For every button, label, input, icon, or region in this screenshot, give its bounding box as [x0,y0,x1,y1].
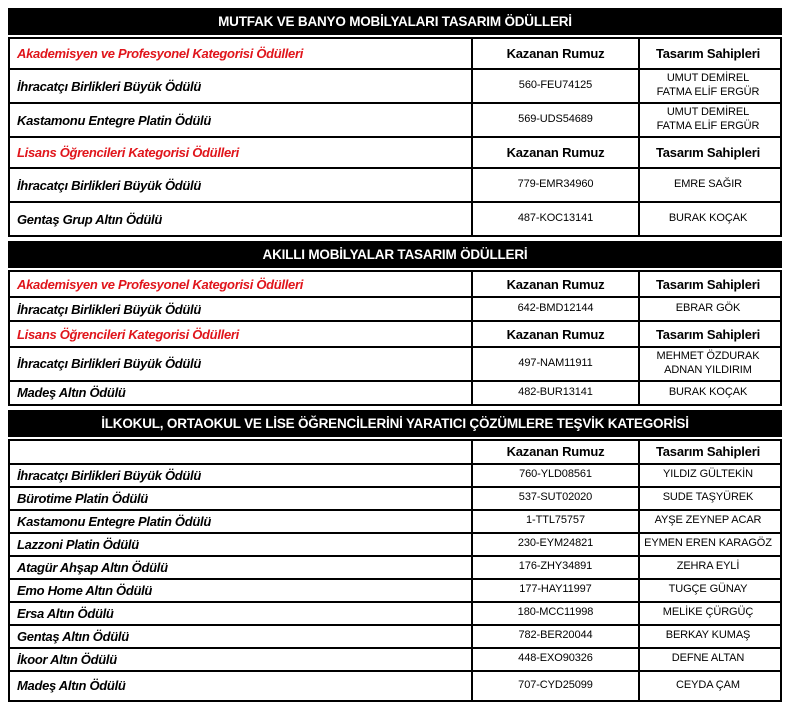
owners-column-header: Tasarım Sahipleri [655,145,760,160]
winner-code: 642-BMD12144 [517,302,594,315]
award-name-cell [10,626,471,647]
award-name: Gentaş Grup Altın Ödülü [17,211,163,227]
design-owner-name: ZEHRA EYLİ [676,560,740,573]
award-name-cell [10,649,471,670]
award-name-cell [10,169,471,201]
category-header-row [10,136,780,167]
category-label: Lisans Öğrencileri Kategorisi Ödülleri [17,326,239,342]
award-name-cell [10,203,471,235]
rumuz-column-header-cell [471,138,638,167]
awards-section [8,8,782,237]
section-title: MUTFAK VE BANYO MOBİLYALARI TASARIM ÖDÜLLERİ [8,8,782,35]
winner-code-cell [471,672,638,700]
winner-code: 448-EXO90326 [518,652,593,665]
winner-code-cell [471,104,638,136]
design-owner-name: EYMEN EREN KARAGÖZ [644,537,772,550]
category-label-cell [10,138,471,167]
award-name-cell [10,348,471,380]
award-name: İhracatçı Birlikleri Büyük Ödülü [17,301,202,317]
winner-code-cell [471,465,638,486]
award-row [10,578,780,601]
award-row [10,555,780,578]
design-owners-cell [638,557,776,578]
award-name: İhracatçı Birlikleri Büyük Ödülü [17,467,202,483]
awards-section [8,410,782,702]
award-name-cell [10,298,471,320]
category-label-cell [10,272,471,296]
category-label: Akademisyen ve Profesyonel Kategorisi Ödülleri [17,46,304,61]
winner-code-cell [471,557,638,578]
design-owner-name: EMRE SAĞIR [673,178,743,191]
award-name-cell [10,511,471,532]
winner-code: 707-CYD25099 [518,678,593,691]
award-name: İhracatçı Birlikleri Büyük Ödülü [17,177,202,193]
section-title: İLKOKUL, ORTAOKUL VE LİSE ÖĞRENCİLERİNİ YARATICI ÇÖZÜMLERE TEŞVİK KATEGORİSİ [8,410,782,437]
design-owners-cell [638,534,776,555]
design-owners-cell [638,203,776,235]
design-owner-name: FATMA ELİF ERGÜR [656,86,760,98]
award-row [10,296,780,320]
winner-code: 760-YLD08561 [519,468,592,481]
award-row [10,380,780,404]
winner-code: 177-HAY11997 [519,583,592,596]
award-name-cell [10,70,471,102]
owners-column-header: Tasarım Sahipleri [655,276,760,292]
winner-code: 482-BUR13141 [518,385,593,398]
design-owners-cell [638,104,776,136]
award-name: Kastamonu Entegre Platin Ödülü [17,112,211,128]
design-owner-name: MELİKE ÇÜRGÜÇ [662,606,754,619]
rumuz-column-header-cell [471,322,638,346]
award-name: İhracatçı Birlikleri Büyük Ödülü [17,356,202,372]
award-name: Gentaş Altın Ödülü [17,628,129,644]
winner-code: 560-FEU74125 [518,79,593,92]
award-row [10,670,780,700]
winner-code: 779-EMR34960 [517,178,594,191]
winner-code-cell [471,626,638,647]
owners-column-header: Tasarım Sahipleri [655,444,760,459]
rumuz-column-header-cell [471,441,638,463]
award-row [10,68,780,102]
column-header-row [10,441,780,463]
award-name: Madeş Altın Ödülü [17,385,126,400]
award-name-cell [10,557,471,578]
winner-code: 180-MCC11998 [517,606,594,619]
winner-code: 537-SUT02020 [518,491,593,504]
winner-code: 487-KOC13141 [517,212,594,225]
design-owners-cell [638,511,776,532]
empty-header-cell [10,441,471,463]
award-row [10,647,780,670]
category-header-row [10,39,780,68]
award-name: İkoor Altın Ödülü [17,651,117,667]
design-owner-name: BURAK KOÇAK [668,212,748,225]
award-name: Ersa Altın Ödülü [17,605,114,621]
winner-code: 176-ZHY34891 [518,560,593,573]
owners-column-header-cell [638,441,776,463]
design-owners-cell [638,70,776,102]
award-name-cell [10,104,471,136]
owners-column-header: Tasarım Sahipleri [655,326,760,342]
award-row [10,624,780,647]
rumuz-column-header-cell [471,39,638,68]
design-owners-cell [638,348,776,380]
winner-code-cell [471,203,638,235]
design-owner-name: BERKAY KUMAŞ [665,629,751,642]
award-name: Atagür Ahşap Altın Ödülü [17,559,168,575]
award-name-cell [10,672,471,700]
owners-column-header-cell [638,272,776,296]
design-owners-cell [638,649,776,670]
award-row [10,463,780,486]
winner-code-cell [471,603,638,624]
award-name-cell [10,534,471,555]
design-owner-name: ADNAN YILDIRIM [664,363,752,376]
rumuz-column-header: Kazanan Rumuz [506,444,605,459]
award-row [10,601,780,624]
winner-code-cell [471,169,638,201]
design-owners-cell [638,672,776,700]
section-table [8,270,782,406]
award-row [10,509,780,532]
design-owners-cell [638,382,776,404]
award-name: İhracatçı Birlikleri Büyük Ödülü [17,78,202,94]
award-name-cell [10,603,471,624]
design-owner-name: AYŞE ZEYNEP ACAR [654,514,762,527]
category-header-row [10,320,780,346]
rumuz-column-header: Kazanan Rumuz [506,326,605,342]
award-row [10,346,780,380]
owners-column-header-cell [638,138,776,167]
owners-column-header-cell [638,322,776,346]
winner-code-cell [471,348,638,380]
design-owner-name: BURAK KOÇAK [668,385,748,398]
rumuz-column-header-cell [471,272,638,296]
design-owner-name: CEYDA ÇAM [676,678,740,691]
award-name: Kastamonu Entegre Platin Ödülü [17,513,211,529]
category-label: Lisans Öğrencileri Kategorisi Ödülleri [17,145,239,160]
design-owner-name: DEFNE ALTAN [671,652,745,665]
category-label-cell [10,322,471,346]
award-name: Emo Home Altın Ödülü [17,582,153,598]
awards-section [8,241,782,406]
owners-column-header-cell [638,39,776,68]
award-row [10,532,780,555]
rumuz-column-header: Kazanan Rumuz [506,276,605,292]
design-owners-cell [638,580,776,601]
rumuz-column-header: Kazanan Rumuz [506,46,605,61]
winner-code-cell [471,534,638,555]
award-name-cell [10,382,471,404]
design-owner-name: UMUT DEMİREL [666,72,750,85]
award-row [10,486,780,509]
award-row [10,167,780,201]
award-name-cell [10,465,471,486]
owners-column-header: Tasarım Sahipleri [655,46,760,61]
winner-code-cell [471,649,638,670]
award-row [10,102,780,136]
design-owner-name: SUDE TAŞYÜREK [662,491,754,504]
design-owner-name: MEHMET ÖZDURAK [656,350,760,362]
category-header-row [10,272,780,296]
award-name-cell [10,488,471,509]
winner-code: 497-NAM11911 [518,356,593,369]
award-row [10,201,780,235]
winner-code: 569-UDS54689 [518,113,593,126]
design-owners-cell [638,603,776,624]
design-owners-cell [638,626,776,647]
design-owner-name: EBRAR GÖK [675,302,741,315]
section-table [8,37,782,237]
design-owners-cell [638,298,776,320]
award-name-cell [10,580,471,601]
winner-code: 230-EYM24821 [517,537,594,550]
design-owner-name: YILDIZ GÜLTEKİN [663,468,753,481]
winner-code: 782-BER20044 [518,629,593,642]
rumuz-column-header: Kazanan Rumuz [506,145,605,160]
winner-code: 1-TTL75757 [526,514,585,527]
design-owners-cell [638,488,776,509]
winner-code-cell [471,511,638,532]
winner-code-cell [471,580,638,601]
design-owners-cell [638,465,776,486]
award-name: Bürotime Platin Ödülü [17,490,148,506]
section-table [8,439,782,702]
category-label: Akademisyen ve Profesyonel Kategorisi Ödülleri [17,276,304,292]
award-name: Lazzoni Platin Ödülü [17,536,139,552]
design-owner-name: UMUT DEMİREL [666,106,750,119]
design-owner-name: FATMA ELİF ERGÜR [656,120,760,132]
category-label-cell [10,39,471,68]
awards-document [8,8,782,702]
design-owners-cell [638,169,776,201]
award-name: Madeş Altın Ödülü [17,678,126,693]
design-owner-name: TUGÇE GÜNAY [668,583,748,596]
winner-code-cell [471,298,638,320]
winner-code-cell [471,488,638,509]
winner-code-cell [471,70,638,102]
winner-code-cell [471,382,638,404]
section-title: AKILLI MOBİLYALAR TASARIM ÖDÜLLERİ [8,241,782,268]
